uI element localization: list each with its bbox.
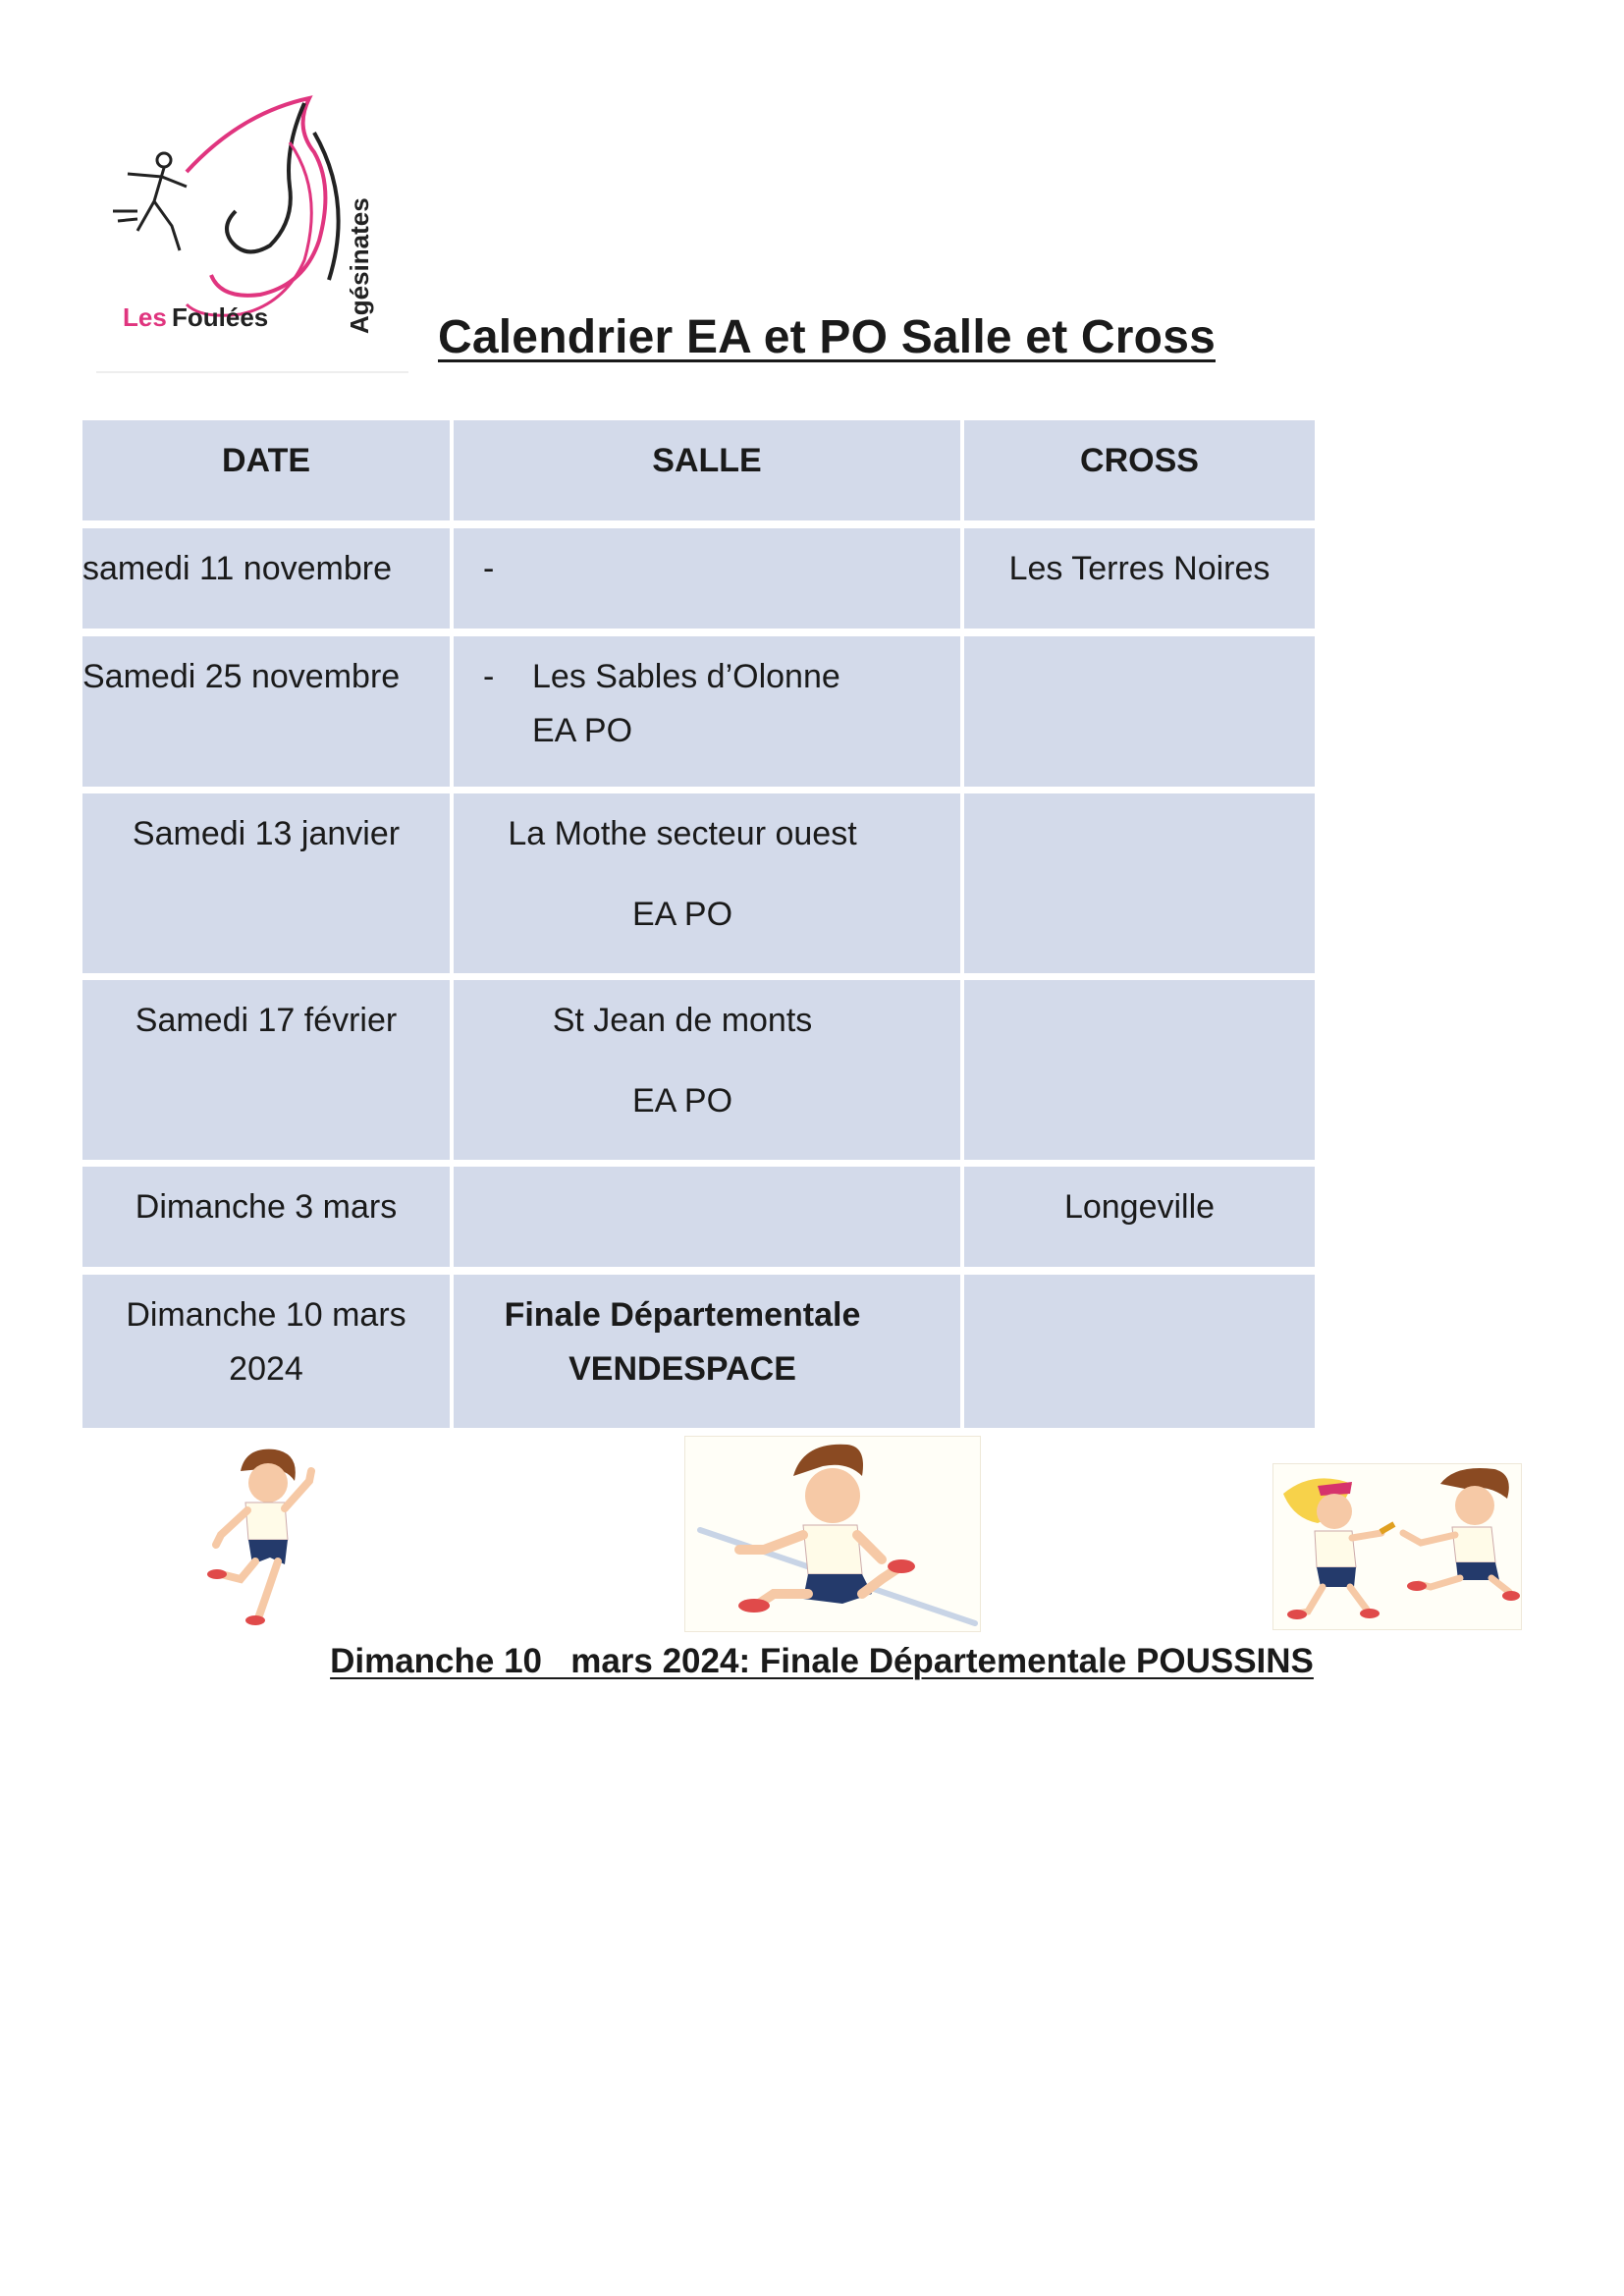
salle-text: Finale Départementale [504,1296,861,1334]
table-row [82,980,1315,1160]
date-text: Samedi 13 janvier [132,815,401,852]
cross-cell [964,528,1315,629]
logo-divider [96,371,408,373]
salle-cell [454,793,960,973]
salle-cell [454,1275,960,1428]
salle-subtext: EA PO [631,1082,733,1120]
table-row [82,528,1315,629]
cross-cell [964,636,1315,787]
logo-text-foulees: Foulées [172,302,269,332]
cross-cell [964,1167,1315,1267]
table-row [82,793,1315,973]
salle-cell [454,1167,960,1267]
date-subtext: 2024 [229,1350,303,1388]
page-title: Calendrier EA et PO Salle et Cross [438,311,1216,363]
header-cross: CROSS [964,420,1315,520]
salle-text: La Mothe secteur ouest [508,815,857,852]
date-cell [82,793,450,973]
salle-text: - [483,550,495,587]
date-cell [82,980,450,1160]
date-cell [82,1167,450,1267]
date-cell [82,528,450,629]
date-text: Samedi 25 novembre [82,658,401,695]
date-cell [82,1275,450,1428]
salle-subtext: EA PO [631,896,733,933]
date-text: Dimanche 3 mars [135,1188,398,1226]
cross-cell [964,1275,1315,1428]
salle-cell [454,528,960,629]
cross-cell [964,980,1315,1160]
footer-announcement: Dimanche 10 mars 2024: Finale Départementale POUSSINS [330,1642,1314,1680]
horse-runner-logo-icon [93,93,407,373]
table-row [82,1167,1315,1267]
salle-text: St Jean de monts [552,1002,813,1039]
date-text: Dimanche 10 mars [126,1296,406,1334]
salle-cell [454,980,960,1160]
salle-subtext: VENDESPACE [568,1350,796,1388]
logo-text-agesinates: Agésinates [345,197,374,334]
logo-text-les: Les [123,302,167,332]
salle-dash: - [483,658,495,695]
cross-text: Les Terres Noires [1008,550,1271,587]
table-header-row [82,420,1315,520]
cross-text: Longeville [1063,1188,1216,1226]
table-row [82,636,1315,787]
table-row [82,1275,1315,1428]
cross-cell [964,793,1315,973]
salle-subtext: EA PO [532,712,633,749]
date-text: Samedi 17 février [135,1002,398,1039]
date-cell [82,636,450,787]
salle-cell [454,636,960,787]
salle-text: Les Sables d’Olonne [532,658,840,695]
date-text: samedi 11 novembre [82,550,392,587]
header-date: DATE [82,420,450,520]
header-salle: SALLE [454,420,960,520]
pole-vault-boy-icon [684,1436,981,1632]
jumping-boy-icon [201,1442,319,1628]
club-logo [93,93,407,373]
salle-line [483,650,960,704]
relay-runners-icon [1272,1463,1522,1630]
